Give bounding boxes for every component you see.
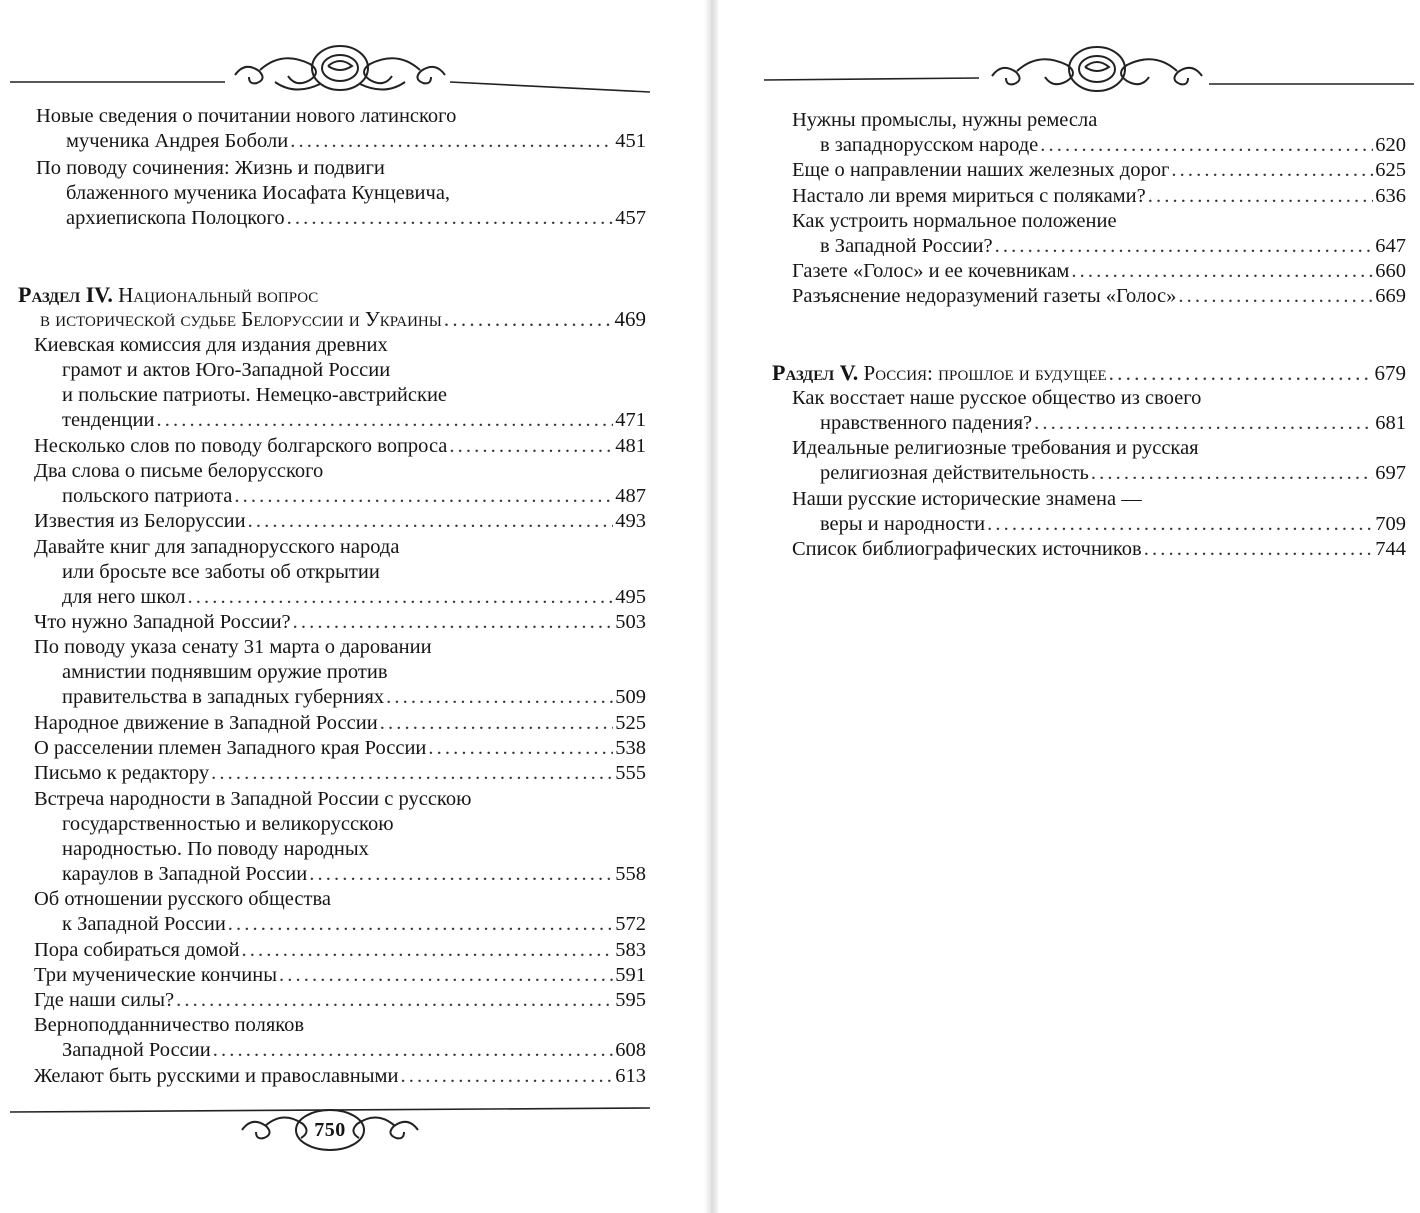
toc-entry <box>792 209 1406 259</box>
toc-entry <box>792 487 1406 537</box>
toc-entry <box>34 787 646 887</box>
toc-entry <box>34 459 646 509</box>
entry-title-line: веры и народности <box>820 512 986 535</box>
page-number: 750 <box>314 1119 346 1141</box>
entry-title-line: Давайте книг для западнорусского народа <box>34 535 400 558</box>
entry-title-line: народностью. По поводу народных <box>62 837 369 860</box>
entry-page: 457 <box>615 207 646 229</box>
entry-title-line: О расселении племен Западного края России <box>34 737 427 760</box>
entry-page: 660 <box>1375 260 1406 283</box>
entry-title-line: государственностью и великорусскою <box>62 812 394 835</box>
entry-page: 555 <box>615 762 646 785</box>
dot-leader <box>176 988 613 1013</box>
dot-leader <box>1148 184 1374 209</box>
entry-page: 583 <box>615 938 646 961</box>
entry-title-line: Настало ли время мириться с поляками? <box>792 184 1146 207</box>
dot-leader <box>1091 461 1373 486</box>
entry-title-line: Западной России <box>62 1039 211 1062</box>
dot-leader <box>380 711 614 736</box>
entry-title-line: По поводу сочинения: Жизнь и подвиги <box>36 157 385 179</box>
toc-entry <box>34 736 646 761</box>
entry-title-line: Пора собираться домой <box>34 938 240 961</box>
entry-title-line: Известия из Белоруссии <box>34 510 246 533</box>
entry-title-line: тенденции <box>62 409 155 431</box>
dot-leader <box>444 307 613 332</box>
entry-title-line: Два слова о письме белорусского <box>34 460 324 482</box>
entry-title-line: Киевская комиссия для издания древних <box>34 334 388 356</box>
dot-leader <box>242 938 614 963</box>
entry-title-line: польского патриота <box>62 485 233 507</box>
entry-title-line: Верноподданничество поляков <box>34 1014 305 1037</box>
dot-leader <box>211 761 613 786</box>
entry-title-line: архиепископа Полоцкого <box>66 207 285 229</box>
dot-leader <box>1034 411 1373 436</box>
toc-entry <box>34 509 646 534</box>
entry-title-line: в западнорусском народе <box>820 134 1039 156</box>
entry-page: 613 <box>615 1064 646 1087</box>
header-ornament-icon <box>10 30 650 110</box>
entry-page: 608 <box>615 1039 646 1062</box>
entry-title-line: правительства в западных губерниях <box>62 686 385 709</box>
toc-entry <box>792 108 1406 158</box>
entry-title-line: Что нужно Западной России? <box>34 611 291 634</box>
toc-entry <box>792 436 1406 486</box>
toc-entry <box>34 761 646 786</box>
dot-leader <box>428 736 613 761</box>
dot-leader <box>279 963 613 988</box>
dot-leader <box>1178 284 1373 309</box>
entry-title-line: мученика Андрея Боболи <box>66 130 289 152</box>
section-title: Россия: прошлое и будущее <box>863 361 1107 385</box>
entry-page: 509 <box>615 686 646 709</box>
entry-title-line: Встреча народности в Западной России с русскою <box>34 787 472 810</box>
entry-title-line: Как восстает наше русское общество из своего <box>792 387 1202 409</box>
entry-page: 451 <box>615 130 646 152</box>
entry-page: 495 <box>615 585 646 608</box>
entry-title-line: Еще о направлении наших железных дорог <box>792 159 1170 182</box>
entry-page: 558 <box>615 862 646 885</box>
section-page: 469 <box>614 307 646 331</box>
section-heading <box>18 282 646 332</box>
entry-title-line: Газете «Голос» и ее кочевникам <box>792 260 1070 283</box>
entry-page: 625 <box>1375 159 1406 182</box>
toc-entry <box>36 104 646 154</box>
entry-page: 709 <box>1375 512 1406 535</box>
entry-page: 471 <box>615 409 646 431</box>
entry-page: 647 <box>1375 234 1406 257</box>
entry-title-line: для него школ <box>62 585 186 608</box>
entry-page: 538 <box>615 737 646 760</box>
entry-page: 493 <box>615 510 646 533</box>
dot-leader <box>386 685 613 710</box>
entry-title-line: Об отношении русского общества <box>34 888 331 911</box>
dot-leader <box>156 408 613 433</box>
section-title: Национальный вопрос <box>118 283 319 307</box>
toc-entry <box>34 711 646 736</box>
dot-leader <box>1171 158 1373 183</box>
entry-title-line: Как устроить нормальное положение <box>792 209 1117 232</box>
entry-title-line: Новые сведения о почитании нового латинского <box>36 105 457 127</box>
toc-entry <box>34 988 646 1013</box>
dot-leader <box>290 129 613 154</box>
entry-title-line: Желают быть русскими и православными <box>34 1064 399 1087</box>
toc-entry <box>792 386 1406 436</box>
entry-title-line: Разъяснение недоразумений газеты «Голос» <box>792 285 1177 308</box>
section-label: Раздел IV. <box>18 282 113 307</box>
section-label: Раздел V. <box>772 360 859 385</box>
entry-page: 595 <box>615 989 646 1012</box>
entry-page: 697 <box>1375 462 1406 485</box>
dot-leader <box>987 512 1373 537</box>
toc-entry <box>34 610 646 635</box>
entry-title-line: Идеальные религиозные требования и русская <box>792 437 1199 460</box>
entry-title-line: в Западной России? <box>820 234 993 257</box>
entry-page: 487 <box>615 485 646 507</box>
section-page: 679 <box>1374 361 1406 385</box>
entry-page: 669 <box>1375 285 1406 308</box>
entry-title-line: Три мученические кончины <box>34 964 277 986</box>
toc-entry <box>34 1013 646 1063</box>
toc-entry <box>34 938 646 963</box>
entry-page: 591 <box>615 964 646 986</box>
entry-title-line: Несколько слов по поводу болгарского вопроса <box>34 434 448 457</box>
dot-leader <box>995 234 1374 259</box>
toc-entry <box>34 887 646 937</box>
entry-title-line: грамот и актов Юго-Западной России <box>62 359 391 381</box>
entry-page: 525 <box>615 712 646 734</box>
dot-leader <box>213 1038 614 1063</box>
entry-title-line: Народное движение в Западной России <box>34 712 378 734</box>
dot-leader <box>1040 133 1373 158</box>
entry-title-line: Письмо к редактору <box>34 762 210 785</box>
toc-entry <box>34 434 646 459</box>
toc-entry <box>792 537 1406 562</box>
dot-leader <box>1144 537 1374 562</box>
section-heading <box>772 360 1406 385</box>
toc-entry <box>36 156 646 231</box>
entry-title-line: амнистии поднявшим оружие против <box>62 661 388 684</box>
entry-title-line: караулов в Западной России <box>62 862 308 885</box>
dot-leader <box>309 862 613 887</box>
entry-page: 481 <box>615 434 646 457</box>
toc-entry <box>792 284 1406 309</box>
entry-page: 744 <box>1375 538 1406 561</box>
toc-entry <box>34 635 646 710</box>
dot-leader <box>293 610 614 635</box>
entry-page: 572 <box>615 913 646 936</box>
entry-title-line: Наши русские исторические знамена — <box>792 487 1142 510</box>
entry-title-line: блаженного мученика Иосафата Кунцевича, <box>66 182 451 204</box>
entry-title-line: По поводу указа сенату 31 марта о даровании <box>34 636 432 659</box>
entry-page: 681 <box>1375 412 1406 434</box>
entry-title-line: Нужны промыслы, нужны ремесла <box>792 109 1098 131</box>
entry-title-line: нравственного падения? <box>820 412 1033 434</box>
left-page <box>0 0 706 1213</box>
entry-title-line: Список библиографических источников <box>792 538 1142 561</box>
toc-entry <box>34 333 646 433</box>
dot-leader <box>449 434 613 459</box>
section-title: в исторической судьбе Белоруссии и Украины <box>40 307 442 331</box>
toc-entry <box>792 158 1406 183</box>
entry-page: 636 <box>1375 184 1406 207</box>
dot-leader <box>287 206 614 231</box>
dot-leader <box>248 509 614 534</box>
dot-leader <box>400 1064 613 1089</box>
entry-title-line: и польские патриоты. Немецко-австрийские <box>62 384 448 406</box>
entry-title-line: религиозная действительность <box>820 462 1089 485</box>
entry-page: 620 <box>1375 134 1406 156</box>
entry-title-line: к Западной России <box>62 913 226 936</box>
toc-entry <box>792 259 1406 284</box>
entry-page: 503 <box>615 611 646 634</box>
dot-leader <box>234 484 613 509</box>
dot-leader <box>187 585 613 610</box>
toc-entry <box>34 535 646 610</box>
entry-title-line: или бросьте все заботы об открытии <box>62 560 380 583</box>
toc-entry <box>34 963 646 988</box>
dot-leader <box>1109 361 1373 386</box>
right-page <box>714 0 1420 1213</box>
dot-leader <box>228 912 613 937</box>
toc-entry <box>34 1064 646 1089</box>
entry-title-line: Где наши силы? <box>34 989 175 1012</box>
toc-entry <box>792 184 1406 209</box>
dot-leader <box>1071 259 1373 284</box>
